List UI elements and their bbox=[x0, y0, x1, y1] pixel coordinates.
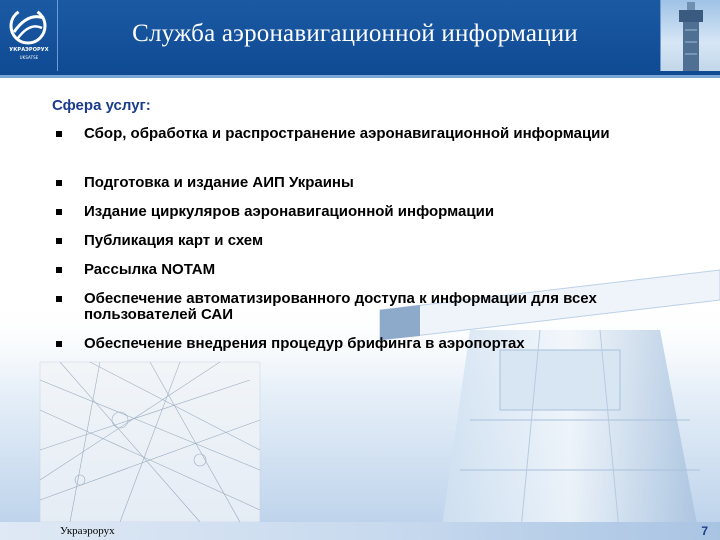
list-item-text: Издание циркуляров аэронавигационной информации bbox=[84, 203, 495, 220]
list-item-text: Подготовка и издание АИП Украины bbox=[84, 174, 354, 191]
logo-sub: UKSATSE bbox=[19, 55, 39, 60]
list-item-text: Публикация карт и схем bbox=[84, 232, 264, 249]
bullet-square-icon bbox=[56, 341, 62, 347]
footer-bar bbox=[0, 522, 720, 540]
bullet-square-icon bbox=[56, 296, 62, 302]
list-item-text: Обеспечение внедрения процедур брифинга в аэропортах bbox=[84, 335, 525, 352]
background-photo bbox=[0, 360, 720, 540]
logo-word: УКРАЭРОРУХ bbox=[9, 47, 49, 53]
header-bar bbox=[0, 0, 720, 78]
company-logo-icon bbox=[6, 6, 50, 46]
company-logo bbox=[0, 0, 58, 71]
bullet-square-icon bbox=[56, 131, 62, 137]
section-title: Сфера услуг: bbox=[52, 97, 151, 114]
list-item-text: Рассылка NOTAM bbox=[84, 261, 216, 278]
page-number: 7 bbox=[701, 524, 708, 538]
footer-organization: Украэрорух bbox=[60, 525, 115, 537]
logo-wordmark bbox=[4, 47, 54, 62]
list-item-text: Обеспечение автоматизированного доступа к информации для всех пользователей САИ bbox=[84, 290, 597, 323]
bullet-square-icon bbox=[56, 267, 62, 273]
bullet-square-icon bbox=[56, 209, 62, 215]
page-title: Служба аэронавигационной информации bbox=[132, 20, 578, 47]
tower-photo bbox=[660, 0, 720, 71]
list-item-text: Сбор, обработка и распространение аэронавигационной информации bbox=[84, 125, 610, 142]
bullet-square-icon bbox=[56, 238, 62, 244]
bullet-square-icon bbox=[56, 180, 62, 186]
